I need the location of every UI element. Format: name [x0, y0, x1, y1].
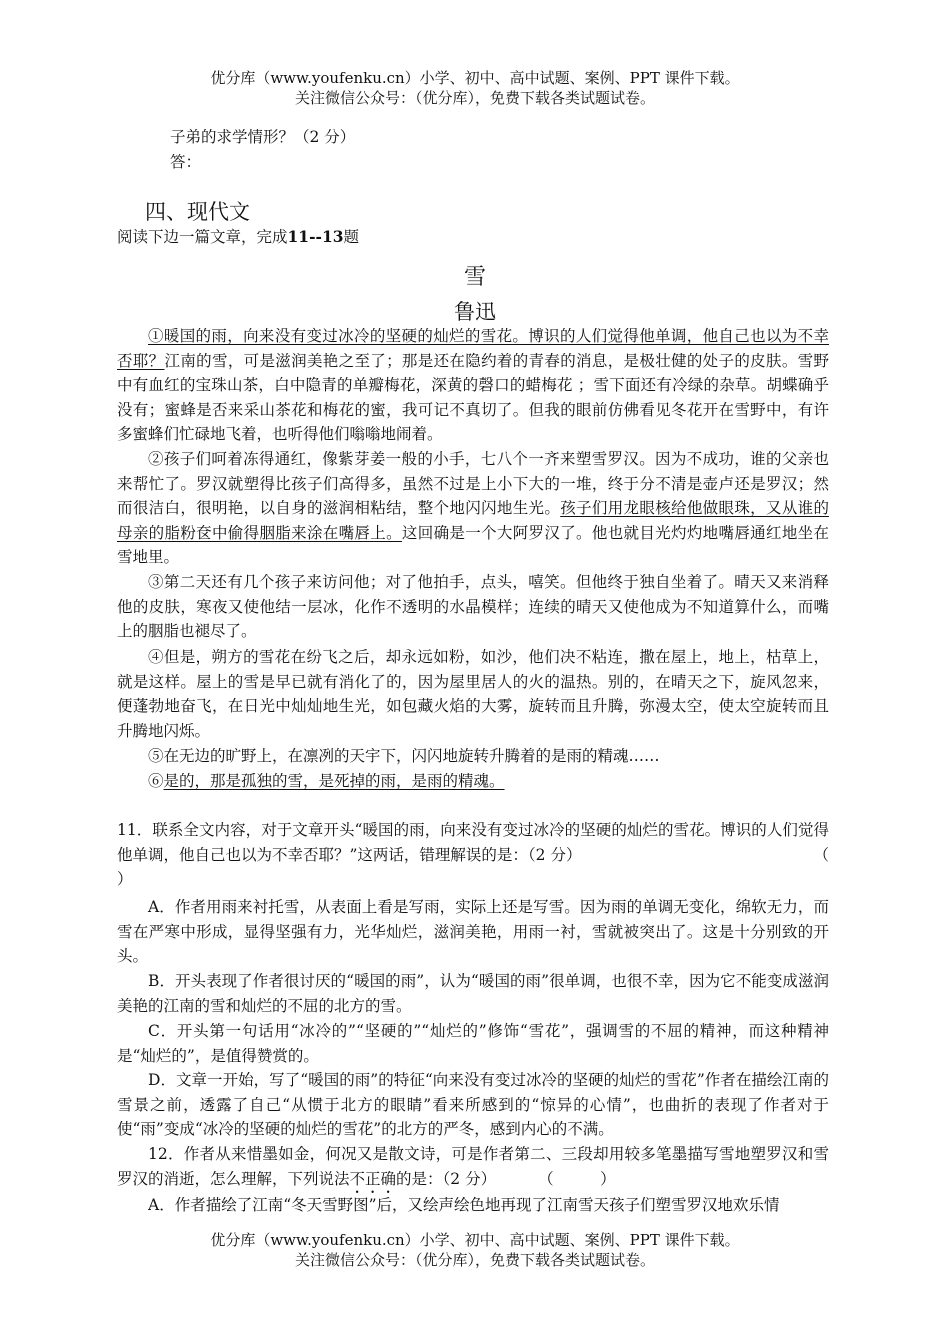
p1-text: 江南的雪，可是滋润美艳之至了；那是还在隐约着的青春的消息，是极壮健的处子的皮肤。雪野中有血红的宝珠山茶，白中隐青的单瓣梅花，深黄的磬口的蜡梅花 ；雪下面还有冷绿的杂草。胡蝶确乎没有；蜜蜂是否来采山茶花和梅花的蜜，我可记不真切了。但我的眼前仿佛看见冬花开在雪野中，有许多蜜蜂们忙碌地飞着，也听得他们嗡嗡地闹着。: [117, 351, 829, 443]
page-header: [0, 68, 950, 108]
article-paragraph-1: [117, 324, 829, 447]
p2-text-b: 这回确是一个大阿罗汉了。他也就目光灼灼地嘴唇通红地坐在雪地里。: [117, 523, 829, 566]
article-paragraph-5: ⑤在无边的旷野上，在凛冽的天宇下，闪闪地旋转升腾着的是雨的精魂……: [148, 747, 660, 765]
question-range: 11--13: [287, 227, 344, 246]
footer-line-2: 关注微信公众号：（优分库），免费下载各类试题试卷。: [294, 1251, 655, 1269]
page-footer: [0, 1230, 950, 1270]
instruction-text: 阅读下边一篇文章，完成: [117, 228, 288, 246]
article-paragraph-3: ③第二天还有几个孩子来访问他；对了他拍手，点头，嘻笑。但他终于独自坐着了。晴天又来消释他的皮肤，寒夜又使他结一层冰，化作不透明的水晶模样；连续的晴天又使他成为不知道算什么，而嘴上的胭脂也褪尽了。: [117, 573, 829, 640]
question-12-stem: [117, 1142, 829, 1197]
q12-emphasis: 不正确: [349, 1169, 397, 1188]
q12-text-a: 12．作者从来惜墨如金，何况又是散文诗，可是作者第二、三段却用较多笔墨描写雪地塑罗汉和雪罗汉的消逝，怎么理解，下列说法: [117, 1145, 829, 1188]
footer-line-1: 优分库（www.youfenku.cn）小学、初中、高中试题、案例、PPT 课件下载。: [210, 1231, 740, 1249]
p6-underlined: 是的，那是孤独的雪，是死掉的雨，是雨的精魂。: [163, 772, 505, 790]
q11-option-b: B．开头表现了作者很讨厌的“暖国的雨”，认为“暖国的雨”很单调，也很不幸，因为它不能变成滋润美艳的江南的雪和灿烂的不屈的北方的雪。: [117, 972, 829, 1015]
q11-option-a: A．作者用雨来衬托雪，从表面上看是写雨，实际上还是写雪。因为雨的单调无变化，绵软无力，而雪在严寒中形成，显得坚强有力，光华灿烂，滋润美艳，用雨一衬，雪就被突出了。这是十分别致的开头。: [117, 898, 829, 965]
q11-answer-paren: （: [813, 845, 829, 864]
article-paragraph-6: [117, 769, 829, 794]
article-paragraph-2: [117, 447, 829, 570]
reading-instruction: [117, 224, 359, 250]
p2-text-a: ②孩子们呵着冻得通红，像紫芽姜一般的小手，七八个一齐来塑雪罗汉。因为不成功，谁的父亲也来帮忙了。罗汉就塑得比孩子们高得多，虽然不过是上小下大的一堆，终于分不清是壶卢还是罗汉；然而很洁白，很明艳，以自身的滋润相粘结，整个地闪闪地生光。: [117, 450, 829, 517]
section-heading: 四、现代文: [145, 200, 250, 224]
q11-answer-paren-close: ）: [117, 870, 133, 888]
q11-option-c: C．开头第一句话用“冰冷的”“坚硬的”“灿烂的”修饰“雪花”，强调雪的不屈的精神，而这种精神是“灿烂的”，是值得赞赏的。: [117, 1022, 829, 1065]
article-paragraph-4: ④但是，朔方的雪花在纷飞之后，却永远如粉，如沙，他们决不粘连，撒在屋上，地上，枯草上，就是这样。屋上的雪是早已就有消化了的，因为屋里居人的火的温热。别的，在晴天之下，旋风忽来，便蓬勃地奋飞，在日光中灿灿地生光，如包藏火焰的大雾，旋转而且升腾，弥漫太空，使太空旋转而且升腾地闪烁。: [117, 648, 829, 740]
article-author: 鲁迅: [454, 300, 496, 324]
previous-question-tail: 子弟的求学情形？（2 分）: [170, 128, 356, 146]
header-line-1: 优分库（www.youfenku.cn）小学、初中、高中试题、案例、PPT 课件下载。: [210, 69, 740, 87]
q12-answer-paren: （ ）: [538, 1169, 616, 1188]
p1-underlined: ①暖国的雨，向来没有变过冰冷的坚硬的灿烂的雪花。博识的人们觉得他单调，他自己也以为不幸否耶？: [117, 327, 829, 370]
p2-underlined: 孩子们用龙眼核给他做眼珠，又从谁的母亲的脂粉奁中偷得胭脂来涂在嘴唇上。: [117, 499, 829, 542]
answer-label: 答：: [170, 153, 202, 171]
q11-text: 11．联系全文内容，对于文章开头“暖国的雨，向来没有变过冰冷的坚硬的灿烂的雪花。博识的人们觉得他单调，他自己也以为不幸否耶？”这两话，错理解误的是：（2 分）: [117, 821, 829, 864]
instruction-suffix: 题: [343, 228, 360, 246]
q12-option-a: A．作者描绘了江南“冬天雪野图”后，又绘声绘色地再现了江南雪天孩子们塑雪罗汉地欢乐情: [148, 1196, 780, 1214]
p6-number: ⑥: [148, 772, 164, 790]
question-11-stem: [117, 818, 829, 892]
q11-option-d: D．文章一开始，写了“暖国的雨”的特征“向来没有变过冰冷的坚硬的灿烂的雪花”作者在描绘江南的雪景之前，透露了自己“从惯于北方的眼睛”看来所感到的“惊异的心情”，也曲折的表现了作者对于使“雨”变成“冰冷的坚硬的灿烂的雪花”的北方的严冬，感到内心的不满。: [117, 1071, 829, 1138]
header-line-2: 关注微信公众号：（优分库），免费下载各类试题试卷。: [294, 89, 655, 107]
q12-text-b: 的是：（2 分）: [396, 1169, 497, 1188]
article-title: 雪: [463, 265, 486, 290]
